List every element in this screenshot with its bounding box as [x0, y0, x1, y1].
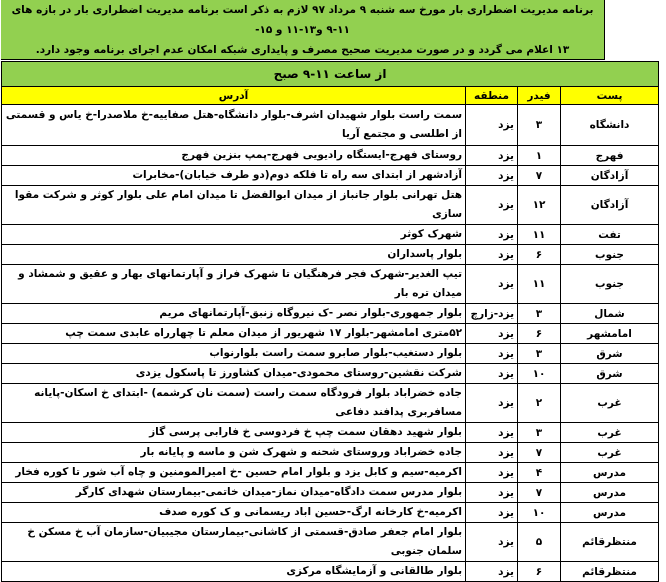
feeder-cell: ۷	[518, 443, 561, 463]
feeder-cell: ۱۰	[518, 503, 561, 523]
region-cell: یزد	[466, 186, 518, 225]
feeder-cell: ۳	[518, 423, 561, 443]
region-cell: یزد	[466, 364, 518, 384]
table-row	[2, 324, 659, 344]
notice-banner	[1, 0, 605, 60]
address-cell: بلوار مدرس سمت دادگاه-میدان نماز-میدان خاتمی-بیمارستان شهدای کارگر	[2, 483, 466, 503]
address-cell: بلوار پاسداران	[2, 245, 466, 265]
post-cell: فهرج	[561, 146, 659, 166]
notice-line-2: ۱۳ اعلام می گردد و در صورت مدیریت صحیح مصرف و پایداری شبکه امکان عدم اجرای برنامه وجود دارد.	[35, 43, 570, 56]
address-cell: هتل تهرانی بلوار جانباز از میدان ابوالفضل تا میدان امام علی بلوار کوثر و شرکت مقوا سازی	[2, 186, 466, 225]
post-cell: منتظرقائم	[561, 562, 659, 582]
table-row	[2, 225, 659, 245]
time-slot-title: از ساعت ۱۱-۹ صبح	[2, 62, 659, 87]
address-cell: جاده خضراباد وروستای شحنه و شهرک شن و ماسه و پایانه بار	[2, 443, 466, 463]
post-cell: غرب	[561, 423, 659, 443]
feeder-cell: ۷	[518, 166, 561, 186]
header-feeder: فیدر	[518, 87, 561, 105]
address-cell: روستای فهرج-ایستگاه رادیویی فهرج-پمپ بنزین فهرج	[2, 146, 466, 166]
region-cell: یزد	[466, 324, 518, 344]
post-cell: مدرس	[561, 503, 659, 523]
address-cell: سمت راست بلوار شهیدان اشرف-بلوار دانشگاه-هتل صفاییه-خ ملاصدرا-خ یاس و قسمتی از اطلسی و مجتمع آریا	[2, 105, 466, 146]
address-cell: ۵۲متری امامشهر-بلوار ۱۷ شهریور از میدان معلم تا چهارراه عابدی سمت چپ	[2, 324, 466, 344]
feeder-cell: ۱۰	[518, 364, 561, 384]
address-cell: شرکت نقشین-روستای محمودی-میدان کشاورز تا پاسکول یزدی	[2, 364, 466, 384]
post-cell: غرب	[561, 443, 659, 463]
address-cell: بلوار طالقانی و آزمایشگاه مرکزی	[2, 562, 466, 582]
table-row	[2, 463, 659, 483]
feeder-cell: ۳	[518, 344, 561, 364]
header-post: پست	[561, 87, 659, 105]
address-cell: اکرمیه-خ کارخانه ارگ-حسین اباد ریسمانی و ک کوره صدف	[2, 503, 466, 523]
table-row	[2, 105, 659, 146]
address-cell: بلوار دستغیب-بلوار صابرو سمت راست بلوارنواب	[2, 344, 466, 364]
region-cell: یزد	[466, 463, 518, 483]
address-cell: شهرک کوثر	[2, 225, 466, 245]
post-cell: جنوب	[561, 265, 659, 304]
post-cell: شرق	[561, 364, 659, 384]
post-cell: امامشهر	[561, 324, 659, 344]
region-cell: یزد	[466, 265, 518, 304]
post-cell: غرب	[561, 384, 659, 423]
post-cell: مدرس	[561, 483, 659, 503]
table-row	[2, 304, 659, 324]
table-row	[2, 562, 659, 582]
address-cell: آزادشهر از ابتدای سه راه تا فلکه دوم(دو طرف خیابان)-مخابرات	[2, 166, 466, 186]
post-cell: تفت	[561, 225, 659, 245]
post-cell: شرق	[561, 344, 659, 364]
address-cell: بلوار امام جعفر صادق-قسمتی از کاشانی-بیمارستان مجیبیان-سازمان آب خ مسکن خ سلمان جنوبی	[2, 523, 466, 562]
post-cell: جنوب	[561, 245, 659, 265]
feeder-cell: ۶	[518, 324, 561, 344]
feeder-cell: ۳	[518, 304, 561, 324]
feeder-cell: ۴	[518, 463, 561, 483]
table-row	[2, 523, 659, 562]
feeder-cell: ۱۱	[518, 265, 561, 304]
address-cell: جاده خضراباد بلوار فرودگاه سمت راست (سمت نان کرشمه) -ابتدای خ اسکان-پایانه مسافربری پدافند دفاعی	[2, 384, 466, 423]
table-row	[2, 503, 659, 523]
post-cell: منتظرقائم	[561, 523, 659, 562]
address-cell: بلوار شهید دهقان سمت چپ خ فردوسی خ فارابی پرسی گاز	[2, 423, 466, 443]
feeder-cell: ۶	[518, 245, 561, 265]
feeder-cell: ۵	[518, 523, 561, 562]
post-cell: شمال	[561, 304, 659, 324]
feeder-cell: ۶	[518, 562, 561, 582]
region-cell: یزد	[466, 523, 518, 562]
region-cell: یزد	[466, 344, 518, 364]
table-row	[2, 443, 659, 463]
region-cell: یزد	[466, 146, 518, 166]
feeder-cell: ۱۱	[518, 225, 561, 245]
region-cell: یزد	[466, 443, 518, 463]
feeder-cell: ۳	[518, 105, 561, 146]
region-cell: یزد	[466, 423, 518, 443]
post-cell: دانشگاه	[561, 105, 659, 146]
region-cell: یزد	[466, 105, 518, 146]
region-cell: یزد-زارچ	[466, 304, 518, 324]
table-row	[2, 186, 659, 225]
outage-schedule-table	[1, 61, 659, 582]
post-cell: آزادگان	[561, 166, 659, 186]
region-cell: یزد	[466, 483, 518, 503]
address-cell: تیپ الغدیر-شهرک فجر فرهنگیان تا شهرک فراز و آپارتمانهای بهار و عقیق و شمشاد و میدان تره بار	[2, 265, 466, 304]
feeder-cell: ۲	[518, 384, 561, 423]
table-row	[2, 364, 659, 384]
feeder-cell: ۷	[518, 483, 561, 503]
notice-line-1: برنامه مدیریت اضطراری بار مورخ سه شنبه ۹ مرداد ۹۷ لازم به ذکر است برنامه مدیریت اضطراری بار در بازه های ۱۱-۹ و۱۳-۱۱ و ۱۵-	[11, 3, 594, 36]
address-cell: بلوار جمهوری-بلوار نصر -ک نیروگاه زنبق-آپارتمانهای مریم	[2, 304, 466, 324]
post-cell: مدرس	[561, 463, 659, 483]
table-row	[2, 483, 659, 503]
region-cell: یزد	[466, 225, 518, 245]
table-row	[2, 344, 659, 364]
region-cell: یزد	[466, 245, 518, 265]
feeder-cell: ۱	[518, 146, 561, 166]
post-cell: آزادگان	[561, 186, 659, 225]
region-cell: یزد	[466, 562, 518, 582]
header-address: آدرس	[2, 87, 466, 105]
region-cell: یزد	[466, 503, 518, 523]
region-cell: یزد	[466, 384, 518, 423]
feeder-cell: ۱۲	[518, 186, 561, 225]
header-region: منطقه	[466, 87, 518, 105]
table-row	[2, 166, 659, 186]
table-row	[2, 245, 659, 265]
table-row	[2, 384, 659, 423]
address-cell: اکرمیه-سیم و کابل یزد و بلوار امام حسین -خ امیرالمومنین و چاه آب شور تا کوره فخار	[2, 463, 466, 483]
table-row	[2, 265, 659, 304]
table-row	[2, 423, 659, 443]
region-cell: یزد	[466, 166, 518, 186]
table-row	[2, 146, 659, 166]
